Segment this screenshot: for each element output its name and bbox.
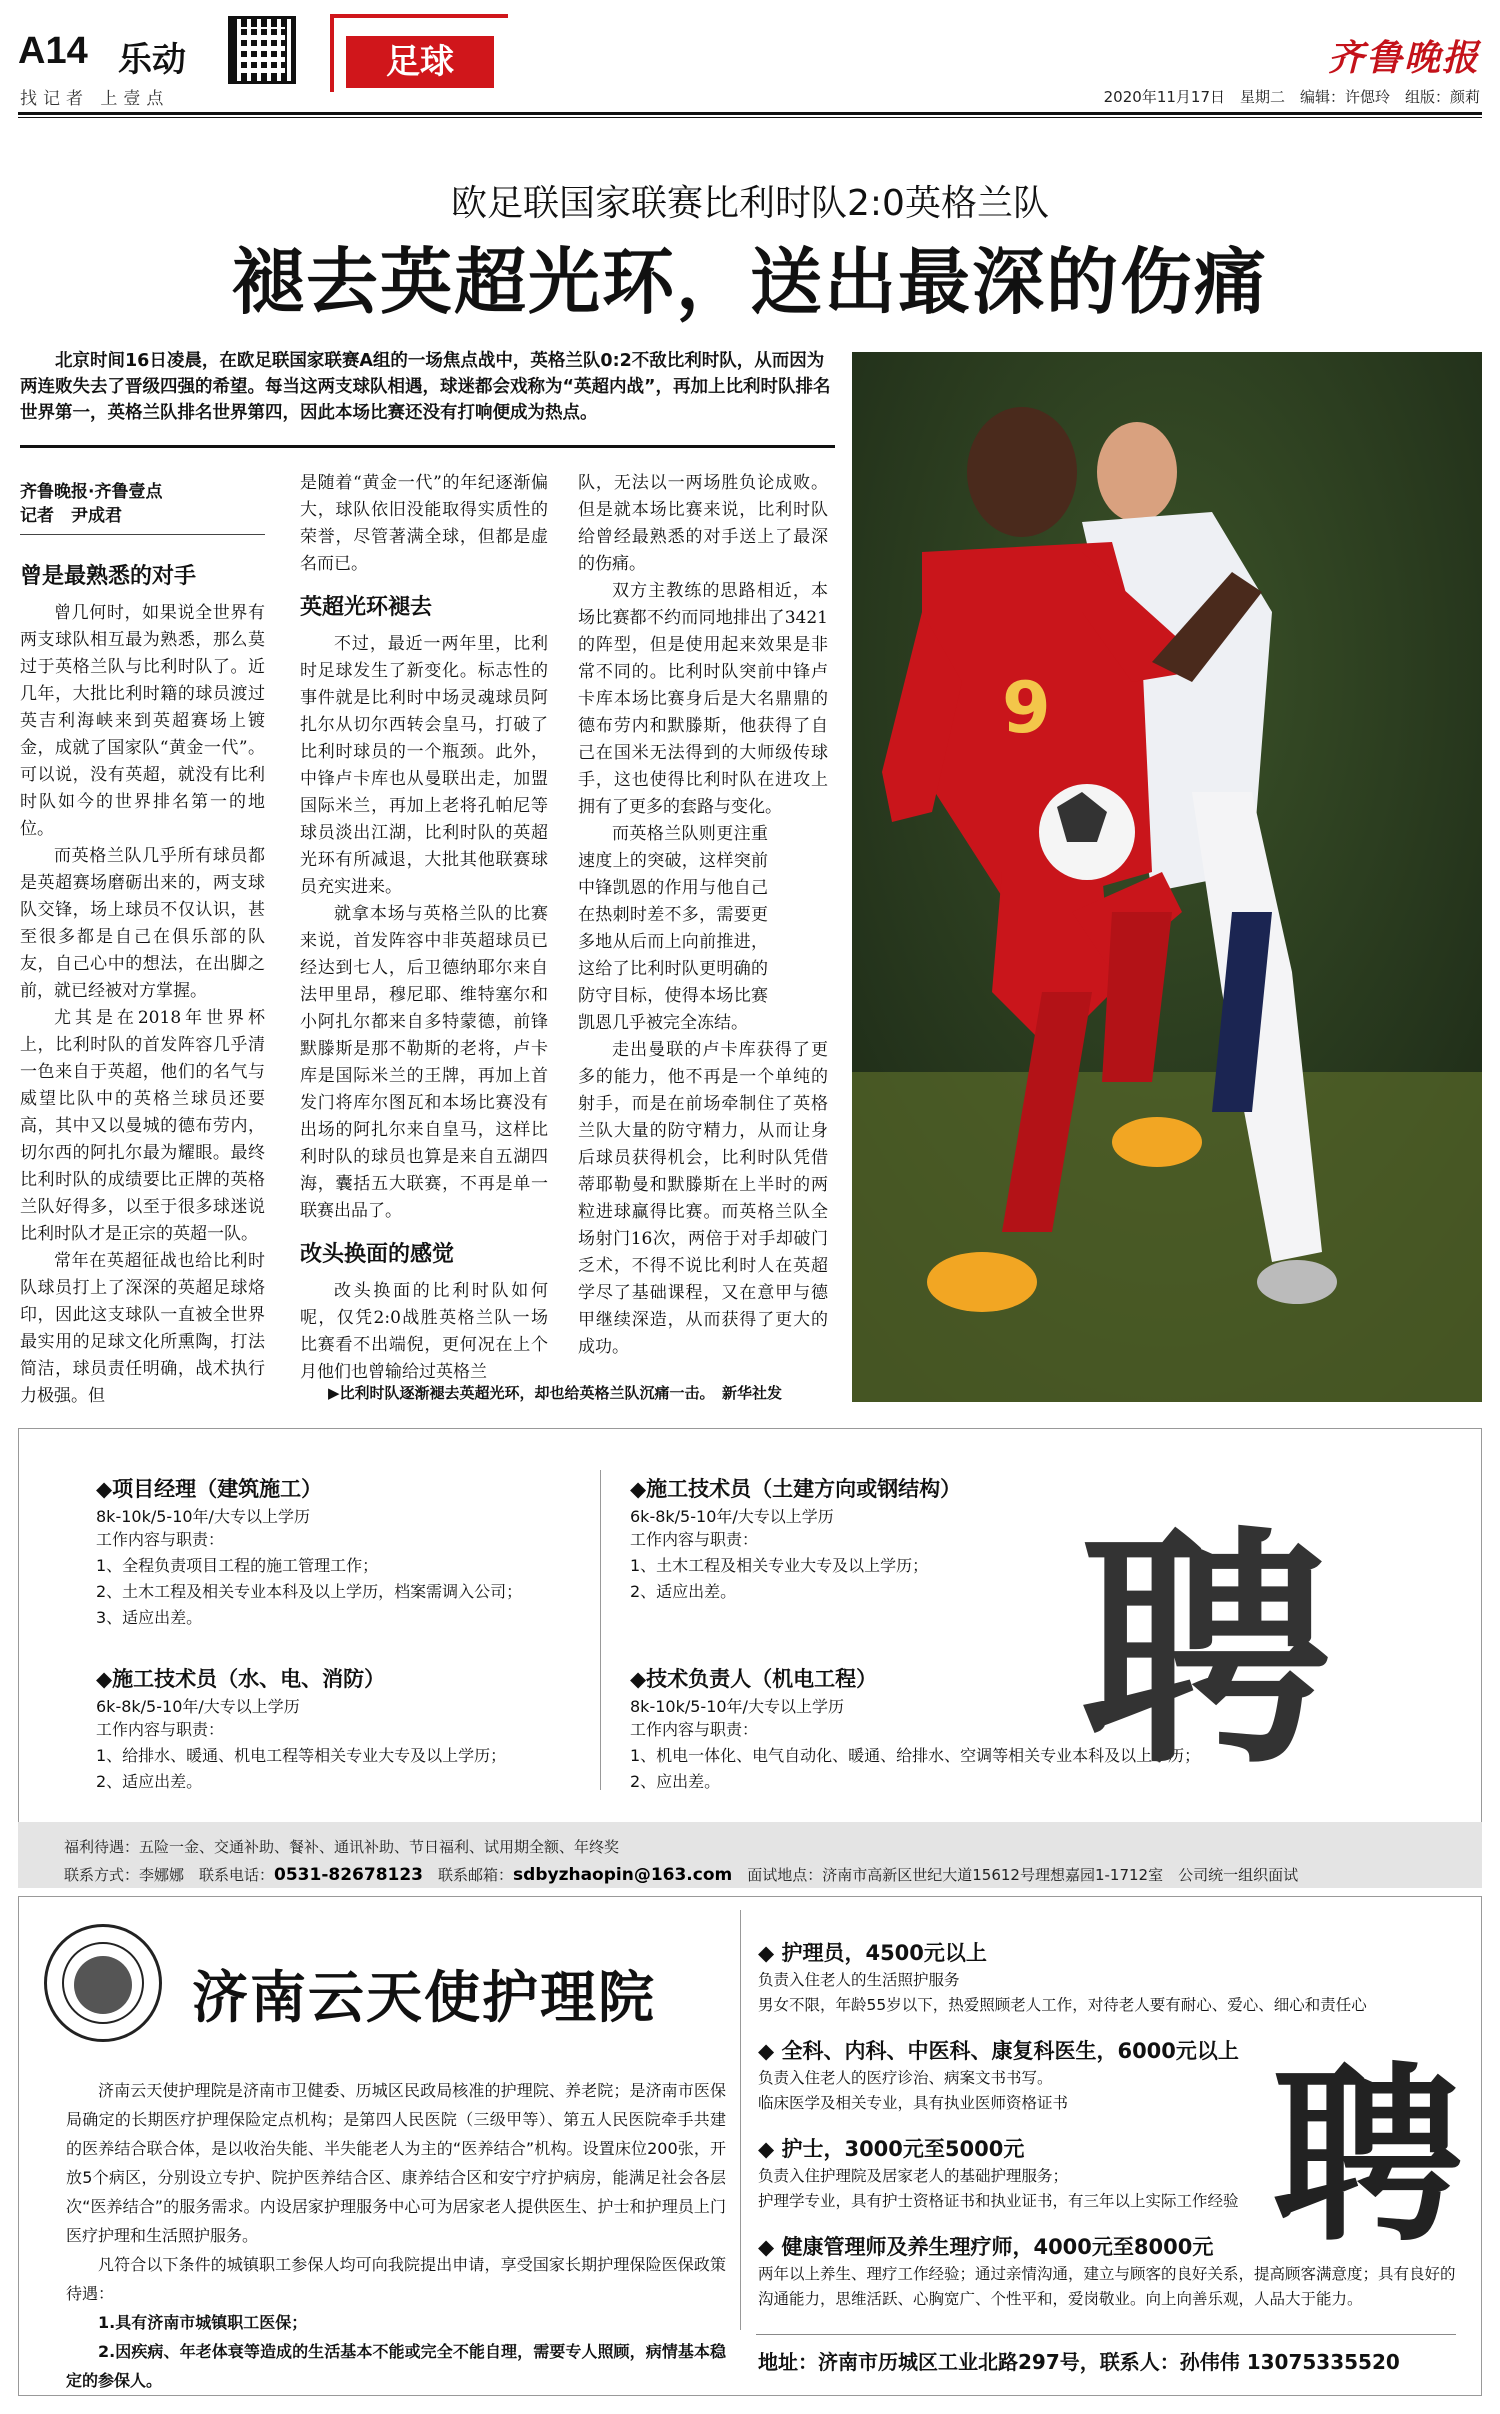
job-line: 护理学专业，具有护士资格证书和执业证书，有三年以上实际工作经验 (758, 2192, 1239, 2210)
paragraph: 凡符合以下条件的城镇职工参保人均可向我院提出申请，享受国家长期护理保险医保政策待遇： (66, 2255, 726, 2303)
nursing-home-name: 济南云天使护理院 (192, 1965, 656, 2031)
nursing-home-description (66, 2076, 726, 2395)
subheading-3: 改头换面的感觉 (300, 1242, 455, 1267)
job-line: 1、土木工程及相关专业大专及以上学历； (630, 1556, 929, 1575)
article-column-3 (578, 470, 828, 1361)
email-label: 联系邮箱： (423, 1866, 514, 1884)
header-subtitle: 找记者 上壹点 (20, 89, 170, 109)
job-listing (758, 1938, 1367, 2018)
job-line: 临床医学及相关专业，具有执业医师资格证书 (758, 2094, 1069, 2112)
address-divider (756, 2334, 1456, 2335)
job-title: ◆项目经理（建筑施工） (96, 1477, 323, 1501)
job-line: 1、给排水、暖通、机电工程等相关专业大专及以上学历； (96, 1746, 507, 1765)
players-illustration (852, 352, 1482, 1402)
photo-caption: ▶比利时队逐渐褪去英超光环，却也给英格兰队沉痛一击。 新华社发 (328, 1384, 783, 1402)
job-title: ◆ 健康管理师及养生理疗师，4000元至8000元 (758, 2235, 1214, 2259)
benefits: 福利待遇：五险一金、交通补助、餐补、通讯补助、节日福利、试用期全额、年终奖 (64, 1838, 620, 1856)
job-listing (630, 1474, 961, 1605)
subheading-1: 曾是最熟悉的对手 (20, 564, 197, 589)
job-line: 3、适应出差。 (96, 1608, 203, 1627)
interview-location: 面试地点：济南市高新区世纪大道15612号理想嘉园1-1712室 公司统一组织面试 (732, 1866, 1299, 1884)
paragraph: 常年在英超征战也给比利时队球员打上了深深的英超足球烙印，因此这支球队一直被全世界最实用的足球文化所熏陶，打法简洁，球员责任明确，战术执行力极强。但 (20, 1251, 265, 1406)
job-title: ◆ 全科、内科、中医科、康复科医生，6000元以上 (758, 2039, 1239, 2063)
contact-info (64, 1864, 1298, 1885)
job-listing (96, 1474, 522, 1631)
byline-outlet: 齐鲁晚报·齐鲁壹点 (20, 482, 163, 502)
job-listing (758, 2134, 1278, 2214)
newspaper-logo: 齐鲁晚报 (1327, 37, 1480, 79)
job-listing (758, 2036, 1258, 2116)
phone-number[interactable]: 0531-82678123 (274, 1865, 424, 1885)
article-column-1 (20, 480, 265, 1410)
job-listing (96, 1664, 506, 1795)
qr-code-icon[interactable] (228, 16, 296, 84)
job-line: 两年以上养生、理疗工作经验；通过亲情沟通，建立与顾客的良好关系，提高顾客满意度；具有良好的沟通能力，思维活跃、心胸宽广、个性平和，爱岗敬业。向上向善乐观，人品大于能力。 (758, 2265, 1456, 2308)
paragraph: 改头换面的比利时队如何呢，仅凭2:0战胜英格兰队一场比赛看不出端倪，更何况在上个月他们也曾输给过英格兰 (300, 1281, 548, 1382)
paragraph: 济南云天使护理院是济南市卫健委、历城区民政局核准的护理院、养老院；是济南市医保局确定的长期医疗护理保险定点机构；是第四人民医院（三级甲等）、第五人民医院牵手共建的医养结合联合体，是以收治失能、半失能老人为主的“医养结合”机构。设置床位200张，开放5个病区，分别设立专护、院护医养结合区、康养结合区和安宁疗护病房，能满足社会各层次“医养结合”的服务需求。内设居家护理服务中心可为居家老人提供医生、护士和护理员上门医疗护理和生活照护服务。 (66, 2081, 726, 2245)
job-line: 工作内容与职责： (630, 1720, 759, 1739)
job-line: 1、全程负责项目工程的施工管理工作； (96, 1556, 379, 1575)
angel-figure-icon (74, 1956, 132, 2014)
paragraph: 不过，最近一两年里，比利时足球发生了新变化。标志性的事件就是比利时中场灵魂球员阿扎尔从切尔西转会皇马，打破了比利时球员的一个瓶颈。此外，中锋卢卡库也从曼联出走，加盟国际米兰，再加上老将孔帕尼等球员淡出江湖，比利时队的英超光环有所减退，大批其他联赛球员充实进来。 (300, 634, 548, 897)
job-salary: 6k-8k/5-10年/大专以上学历 (96, 1697, 300, 1716)
recruit-calligraphy: 聘 (1272, 2044, 1463, 2267)
header-divider-thin (18, 117, 1482, 118)
job-line: 2、适应出差。 (96, 1772, 203, 1791)
paragraph: 尤其是在2018年世界杯上，比利时队的首发阵容几乎清一色来自于英超，他们的名气与威望比队中的英格兰球员还要高，其中又以曼城的德布劳内，切尔西的阿扎尔最为耀眼。最终比利时队的成绩要比正牌的英格兰队好得多，以至于很多球迷说比利时队才是正宗的英超一队。 (20, 1008, 265, 1244)
match-photo (852, 352, 1482, 1402)
condition: 2.因疾病、年老体衰等造成的生活基本不能或完全不能自理，需要专人照顾，病情基本稳定的参保人。 (66, 2342, 726, 2390)
section-name: 乐动 (118, 40, 186, 80)
ad-divider (740, 1910, 741, 2330)
lead-divider (20, 445, 835, 448)
job-title: ◆ 护理员，4500元以上 (758, 1941, 987, 1965)
address-contact: 地址：济南市历城区工业北路297号，联系人：孙伟伟 13075335520 (758, 2350, 1400, 2374)
paragraph: 队，无法以一两场胜负论成败。但是就本场比赛来说，比利时队给曾经最熟悉的对手送上了最深的伤痛。 (578, 473, 828, 574)
job-line: 2、土木工程及相关专业本科及以上学历，档案需调入公司； (96, 1582, 523, 1601)
contact-label: 联系方式：李娜娜 联系电话： (64, 1866, 275, 1884)
paragraph: 走出曼联的卢卡库获得了更多的能力，他不再是一个单纯的射手，而是在前场牵制住了英格兰队大量的防守精力，从而让身后球员获得机会，比利时队凭借蒂耶勒曼和默滕斯在上半时的两粒进球赢得比赛。而英格兰队全场射门16次，两倍于对手却破门乏术，不得不说比利时人在英超学尽了基础课程，又在意甲与德甲继续深造，从而获得了更大的成功。 (578, 1040, 828, 1357)
paragraph: 双方主教练的思路相近，本场比赛都不约而同地排出了3421的阵型，但是使用起来效果是非常不同的。比利时队突前中锋卢卡库本场比赛身后是大名鼎鼎的德布劳内和默滕斯，他获得了自己在国米无法得到的大师级传球手，这也使得比利时队在进攻上拥有了更多的套路与变化。 (578, 581, 828, 817)
job-line: 工作内容与职责： (630, 1530, 759, 1549)
svg-text:9: 9 (1002, 667, 1051, 749)
job-title: ◆ 护士，3000元至5000元 (758, 2137, 1025, 2161)
issue-meta: 2020年11月17日 星期二 编辑：许偲玲 组版：颜莉 (1103, 88, 1480, 106)
subheading-2: 英超光环褪去 (300, 595, 433, 620)
job-line: 2、应出差。 (630, 1772, 721, 1791)
lead-paragraph: 北京时间16日凌晨，在欧足联国家联赛A组的一场焦点战中，英格兰队0:2不敌比利时队，从而因为两连败失去了晋级四强的希望。每当这两支球队相遇，球迷都会戏称为“英超内战”，再加上比利时队排名世界第一，英格兰队排名世界第四，因此本场比赛还没有打响便成为热点。 (20, 351, 831, 423)
paragraph: 是随着“黄金一代”的年纪逐渐偏大，球队依旧没能取得实质性的荣誉，尽管著满全球，但都是虚名而已。 (300, 473, 548, 574)
job-line: 工作内容与职责： (96, 1530, 225, 1549)
job-salary: 6k-8k/5-10年/大专以上学历 (630, 1507, 834, 1526)
condition: 1.具有济南市城镇职工医保； (98, 2313, 308, 2332)
job-line: 1、机电一体化、电气自动化、暖通、给排水、空调等相关专业本科及以上学历； (630, 1746, 1201, 1765)
job-salary: 8k-10k/5-10年/大专以上学历 (96, 1507, 310, 1526)
job-line: 负责入住老人的医疗诊治、病案文书书写。 (758, 2069, 1053, 2087)
paragraph: 而英格兰队则更注重速度上的突破，这样突前中锋凯恩的作用与他自己在热刺时差不多，需要更多地从后而上向前推进，这给了比利时队更明确的防守目标，使得本场比赛凯恩几乎被完全冻结。 (578, 824, 768, 1033)
job-title: ◆技术负责人（机电工程） (630, 1667, 878, 1691)
job-line: 2、适应出差。 (630, 1582, 737, 1601)
headline-deck: 欧足联国家联赛比利时队2:0英格兰队 (451, 183, 1049, 224)
paragraph: 而英格兰队几乎所有球员都是英超赛场磨砺出来的，两支球队交锋，场上球员不仅认识，甚至很多都是自己在俱乐部的队友，自己心中的想法，在出脚之前，就已经被对方掌握。 (20, 846, 265, 1001)
email-address[interactable]: sdbyzhaopin@163.com (513, 1865, 733, 1885)
job-title: ◆施工技术员（水、电、消防） (96, 1667, 386, 1691)
headline: 褪去英超光环，送出最深的伤痛 (231, 240, 1268, 324)
job-salary: 8k-10k/5-10年/大专以上学历 (630, 1697, 844, 1716)
paragraph: 曾几何时，如果说全世界有两支球队相互最为熟悉，那么莫过于英格兰队与比利时队了。近几年，大批比利时籍的球员渡过英吉利海峡来到英超赛场上镀金，成就了国家队“黄金一代”。可以说，没有英超，就没有比利时队如今的世界排名第一的地位。 (20, 603, 265, 839)
article-column-2 (300, 470, 548, 1386)
byline (20, 480, 265, 535)
job-line: 工作内容与职责： (96, 1720, 225, 1739)
job-line: 负责入住护理院及居家老人的基础护理服务； (758, 2167, 1069, 2185)
section-tag: 足球 (346, 36, 494, 88)
job-title: ◆施工技术员（土建方向或钢结构） (630, 1477, 962, 1501)
byline-reporter: 记者 尹成君 (20, 506, 122, 526)
recruit-calligraphy: 聘 (1080, 1503, 1330, 1797)
header-divider (18, 112, 1482, 115)
paragraph: 就拿本场与英格兰队的比赛来说，首发阵容中非英超球员已经达到七人，后卫德纳耶尔来自法甲里昂，穆尼耶、维特塞尔和小阿扎尔都来自多特蒙德，前锋默滕斯是那不勒斯的老将，卢卡库是国际米兰的王牌，再加上首发门将库尔图瓦和本场比赛没有出场的阿扎尔来自皇马，这样比利时队的球员也算是来自五湖四海，囊括五大联赛，不再是单一联赛出品了。 (300, 904, 548, 1221)
job-line: 负责入住老人的生活照护服务 (758, 1971, 960, 1989)
job-line: 男女不限，年龄55岁以下，热爱照顾老人工作，对待老人要有耐心、爱心、细心和责任心 (758, 1996, 1367, 2014)
ad-divider (600, 1470, 601, 1790)
page-number: A14 (18, 30, 88, 72)
